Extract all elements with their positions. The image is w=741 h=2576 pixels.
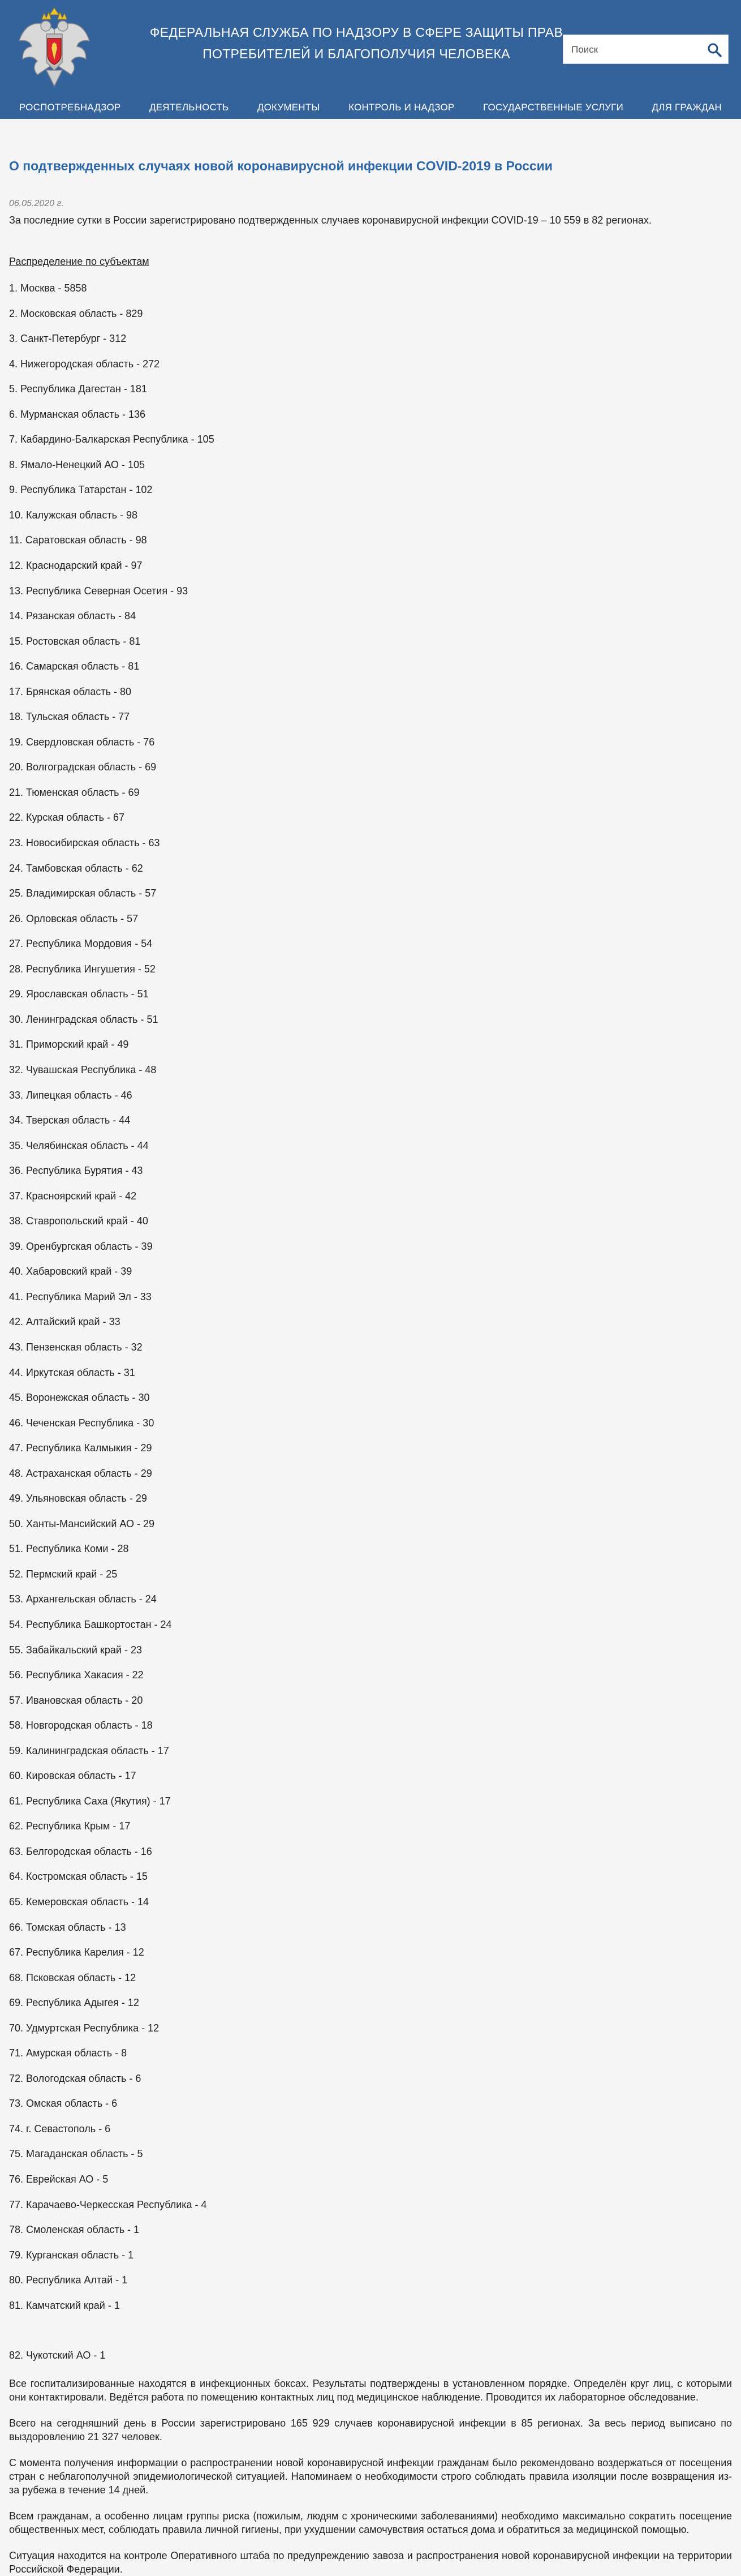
region-list-item: 35. Челябинская область - 44 [9, 1139, 149, 1151]
region-list-item: 4. Нижегородская область - 272 [9, 358, 160, 370]
region-list-item: 69. Республика Адыгея - 12 [9, 1997, 139, 2009]
region-list-item: 28. Республика Ингушетия - 52 [9, 963, 156, 975]
region-list-item: 30. Ленинградская область - 51 [9, 1013, 158, 1025]
region-list-item: 78. Смоленская область - 1 [9, 2224, 140, 2236]
region-list-item: 77. Карачаево-Черкесская Республика - 4 [9, 2198, 207, 2210]
region-list-item: 65. Кемеровская область - 14 [9, 1896, 149, 1908]
region-list-item: 19. Свердловская область - 76 [9, 736, 155, 748]
region-list-item: 15. Ростовская область - 81 [9, 635, 141, 647]
region-list-item: 18. Тульская область - 77 [9, 711, 130, 723]
article-lead: За последние сутки в России зарегистрировано подтвержденных случаев коронавирусной инфекции COVID-19 – 10 559 в 82 регионах. [9, 215, 652, 226]
region-list-item: 22. Курская область - 67 [9, 812, 125, 824]
region-list-item: 1. Москва - 5858 [9, 282, 87, 294]
region-list-item: 41. Республика Марий Эл - 33 [9, 1291, 152, 1302]
region-list-item: 25. Владимирская область - 57 [9, 888, 157, 899]
site-title-line-2: ПОТРЕБИТЕЛЕЙ И БЛАГОПОЛУЧИЯ ЧЕЛОВЕКА [203, 46, 510, 61]
search-box [563, 35, 729, 64]
region-list-item: 36. Республика Бурятия - 43 [9, 1165, 143, 1177]
region-list-item: 66. Томская область - 13 [9, 1921, 126, 1933]
region-list-item: 54. Республика Башкортостан - 24 [9, 1618, 172, 1630]
region-list-item: 50. Ханты-Мансийский АО - 29 [9, 1518, 155, 1529]
region-list-item: 3. Санкт-Петербург - 312 [9, 333, 127, 345]
search-icon[interactable] [706, 42, 722, 58]
site-title-line-1: ФЕДЕРАЛЬНАЯ СЛУЖБА ПО НАДЗОРУ В СФЕРЕ ЗАЩИТЫ ПРАВ [149, 25, 563, 40]
region-list-item: 79. Курганская область - 1 [9, 2249, 134, 2261]
region-list-item: 10. Калужская область - 98 [9, 509, 137, 521]
article-paragraph: Всем гражданам, а особенно лицам группы риска (пожилым, людям с хроническими заболеваниями) необходимо максимально сократить посещение общественных мест, соблюдать правила личной гигиены, при ухудшении самочувствия остаться дома и обратиться за медицинской помощью. [9, 2510, 732, 2535]
nav-item-control[interactable]: КОНТРОЛЬ И НАДЗОР [348, 102, 455, 113]
region-list-item: 33. Липецкая область - 46 [9, 1089, 132, 1101]
region-list-item: 76. Еврейская АО - 5 [9, 2174, 109, 2185]
article-title: О подтвержденных случаях новой коронавирусной инфекции COVID-2019 в России [9, 158, 553, 173]
region-list-item: 57. Ивановская область - 20 [9, 1694, 143, 1706]
article-date: 06.05.2020 г. [9, 199, 64, 208]
article-footer-text [9, 2377, 730, 2576]
nav-item-documents[interactable]: ДОКУМЕНТЫ [257, 102, 320, 113]
region-list-item: 58. Новгородская область - 18 [9, 1720, 153, 1731]
region-list-item: 70. Удмуртская Республика - 12 [9, 2022, 160, 2034]
region-list-item: 60. Кировская область - 17 [9, 1770, 136, 1782]
region-list-item: 38. Ставропольский край - 40 [9, 1215, 148, 1227]
region-list-item: 67. Республика Карелия - 12 [9, 1947, 144, 1958]
region-list-item: 46. Чеченская Республика - 30 [9, 1417, 154, 1429]
nav-item-rospotrebnadzor[interactable]: РОСПОТРЕБНАДЗОР [19, 102, 121, 113]
region-list-item: 13. Республика Северная Осетия - 93 [9, 585, 188, 597]
region-list-item: 68. Псковская область - 12 [9, 1971, 136, 1983]
region-list-item: 16. Самарская область - 81 [9, 661, 140, 672]
region-list-item: 62. Республика Крым - 17 [9, 1820, 131, 1832]
search-input[interactable] [563, 35, 708, 65]
region-list-item: 39. Оренбургская область - 39 [9, 1240, 153, 1252]
region-list-item: 80. Республика Алтай - 1 [9, 2274, 128, 2286]
distribution-heading: Распределение по субъектам [9, 256, 149, 267]
region-list-item: 53. Архангельская область - 24 [9, 1593, 157, 1605]
header-top [0, 0, 741, 96]
region-list-item: 40. Хабаровский край - 39 [9, 1266, 132, 1278]
region-list-item: 64. Костромская область - 15 [9, 1871, 148, 1883]
region-list-item: 75. Магаданская область - 5 [9, 2148, 143, 2160]
article-paragraph: Ситуация находится на контроле Оперативного штаба по предупреждению завоза и распространения новой коронавирусной инфекции на территории Российской Федерации. [9, 2549, 732, 2575]
article [0, 119, 741, 2576]
region-list-item: 82. Чукотский АО - 1 [9, 2350, 106, 2361]
region-list-item: 7. Кабардино-Балкарская Республика - 105 [9, 434, 214, 445]
article-paragraph: Все госпитализированные находятся в инфекционных боксах. Результаты подтверждены в установленном порядке. Определён круг лиц, с которыми они контактировали. Ведётся работа по помещению контактных лиц под медицинское наблюдение. Проводится их лабораторное обследование. [9, 2377, 732, 2403]
region-list-item: 12. Краснодарский край - 97 [9, 560, 143, 572]
region-list-item: 71. Амурская область - 8 [9, 2047, 127, 2059]
region-list-item: 8. Ямало-Ненецкий АО - 105 [9, 458, 145, 470]
region-list-item: 21. Тюменская область - 69 [9, 786, 140, 798]
region-list-item: 61. Республика Саха (Якутия) - 17 [9, 1795, 171, 1807]
region-list-item: 23. Новосибирская область - 63 [9, 837, 160, 849]
region-list-item: 42. Алтайский край - 33 [9, 1316, 120, 1328]
region-list-item: 26. Орловская область - 57 [9, 912, 139, 924]
site-header [0, 0, 741, 119]
region-list-item: 72. Вологодская область - 6 [9, 2072, 141, 2084]
region-list-item: 55. Забайкальский край - 23 [9, 1644, 142, 1656]
region-list-item: 9. Республика Татарстан - 102 [9, 484, 153, 496]
main-navigation [0, 96, 741, 119]
region-list-item: 81. Камчатский край - 1 [9, 2299, 120, 2311]
nav-item-activity[interactable]: ДЕЯТЕЛЬНОСТЬ [149, 102, 229, 113]
region-list-item: 27. Республика Мордовия - 54 [9, 938, 153, 950]
nav-item-public-services[interactable]: ГОСУДАРСТВЕННЫЕ УСЛУГИ [483, 102, 623, 113]
region-list-item: 52. Пермский край - 25 [9, 1568, 118, 1580]
region-list-item: 74. г. Севастополь - 6 [9, 2123, 111, 2134]
region-list-item: 2. Московская область - 829 [9, 307, 143, 319]
region-list-item: 45. Воронежская область - 30 [9, 1392, 150, 1404]
site-title [136, 22, 577, 65]
region-list [9, 276, 730, 2368]
region-list-item: 14. Рязанская область - 84 [9, 610, 136, 622]
article-paragraph: С момента получения информации о распространении новой коронавирусной инфекции гражданам было рекомендовано воздержаться от посещения стран с неблагополучной эпидемиологической ситуацией. Напоминаем о необходимости строго соблюдать правила изоляции после возвращения из-за рубежа в течение 14 дней. [9, 2457, 732, 2496]
region-list-item: 73. Омская область - 6 [9, 2098, 118, 2110]
region-list-item: 47. Республика Калмыкия - 29 [9, 1442, 152, 1454]
region-list-item: 29. Ярославская область - 51 [9, 988, 149, 1000]
region-list-item: 37. Красноярский край - 42 [9, 1190, 137, 1202]
article-paragraph: Всего на сегодняшний день в России зарегистрировано 165 929 случаев коронавирусной инфекции в 85 регионах. За весь период выписано по выздоровлению 21 327 человек. [9, 2417, 732, 2442]
nav-item-citizens[interactable]: ДЛЯ ГРАЖДАН [652, 102, 722, 113]
region-list-item: 48. Астраханская область - 29 [9, 1467, 152, 1479]
coat-of-arms-logo[interactable] [15, 7, 94, 92]
region-list-item: 17. Брянская область - 80 [9, 685, 132, 697]
region-list-item: 44. Иркутская область - 31 [9, 1366, 135, 1378]
region-list-item: 32. Чувашская Республика - 48 [9, 1064, 157, 1075]
region-list-item: 34. Тверская область - 44 [9, 1115, 131, 1126]
region-list-item: 11. Саратовская область - 98 [9, 534, 147, 546]
region-list-item: 49. Ульяновская область - 29 [9, 1493, 147, 1505]
region-list-item: 51. Республика Коми - 28 [9, 1543, 129, 1555]
region-list-item: 24. Тамбовская область - 62 [9, 862, 143, 874]
region-list-item: 6. Мурманская область - 136 [9, 408, 146, 420]
region-list-item: 59. Калининградская область - 17 [9, 1745, 169, 1756]
region-list-item: 56. Республика Хакасия - 22 [9, 1669, 144, 1681]
region-list-item: 31. Приморский край - 49 [9, 1039, 129, 1051]
region-list-item: 20. Волгоградская область - 69 [9, 761, 157, 773]
region-list-item: 5. Республика Дагестан - 181 [9, 383, 147, 395]
region-list-item: 43. Пензенская область - 32 [9, 1341, 143, 1353]
region-list-item: 63. Белгородская область - 16 [9, 1845, 152, 1857]
